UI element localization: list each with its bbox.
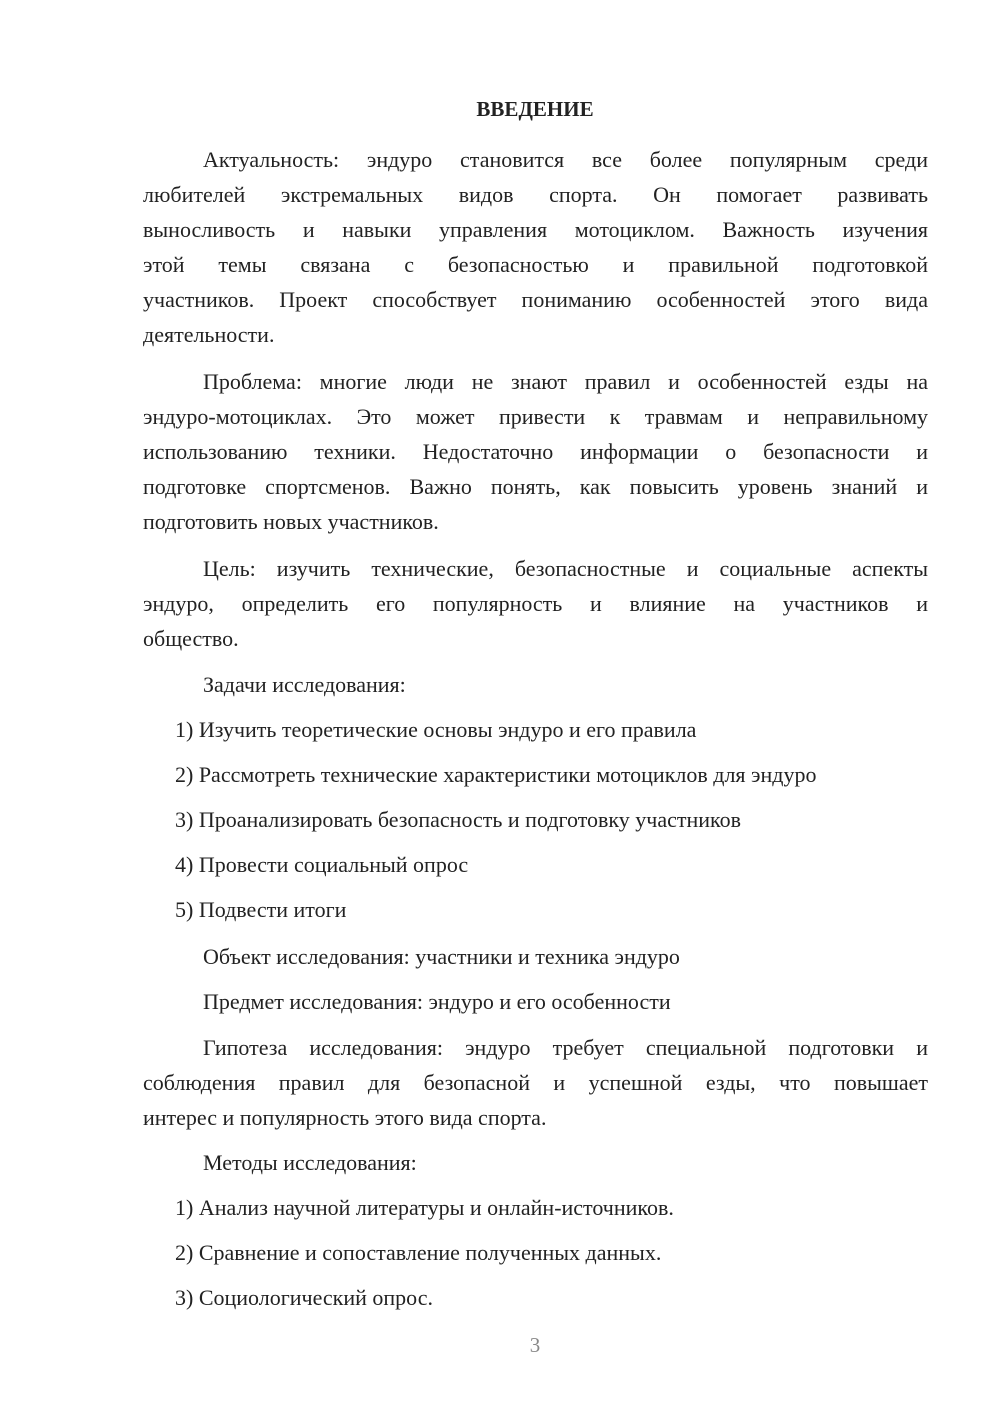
text-line: выносливость и навыки управления мотоциклом. Важность изучения [143, 217, 928, 242]
task-item: 2) Рассмотреть технические характеристики мотоциклов для эндуро [175, 762, 817, 787]
text-line: эндуро-мотоциклах. Это может привести к травмам и неправильному [143, 404, 928, 429]
method-item: 1) Анализ научной литературы и онлайн-источников. [175, 1195, 674, 1220]
goal-paragraph [143, 551, 928, 656]
problem-paragraph [143, 364, 928, 539]
page-title: ВВЕДЕНИЕ [476, 97, 594, 121]
text-line: деятельности. [143, 322, 275, 347]
text-line: этой темы связана с безопасностью и правильной подготовкой [143, 252, 928, 277]
method-item: 3) Социологический опрос. [175, 1285, 433, 1310]
text-line: Гипотеза исследования: эндуро требует специальной подготовки и [203, 1035, 928, 1060]
text-line: подготовить новых участников. [143, 509, 439, 534]
text-line: подготовке спортсменов. Важно понять, как повысить уровень знаний и [143, 474, 928, 499]
text-line: любителей экстремальных видов спорта. Он помогает развивать [143, 182, 928, 207]
task-item: 3) Проанализировать безопасность и подготовку участников [175, 807, 741, 832]
methods-heading: Методы исследования: [203, 1150, 417, 1175]
text-line: эндуро, определить его популярность и влияние на участников и [143, 591, 928, 616]
task-item: 1) Изучить теоретические основы эндуро и его правила [175, 717, 697, 742]
hypothesis-paragraph [143, 1030, 928, 1135]
method-item: 2) Сравнение и сопоставление полученных данных. [175, 1240, 662, 1265]
text-line: Актуальность: эндуро становится все более популярным среди [203, 147, 928, 172]
relevance-paragraph [143, 142, 928, 352]
research-object: Объект исследования: участники и техника эндуро [203, 944, 680, 969]
page-number: 3 [529, 1333, 541, 1357]
research-subject: Предмет исследования: эндуро и его особенности [203, 989, 671, 1014]
tasks-heading: Задачи исследования: [203, 672, 406, 697]
text-line: интерес и популярность этого вида спорта. [143, 1105, 547, 1130]
text-line: использованию техники. Недостаточно информации о безопасности и [143, 439, 928, 464]
task-item: 4) Провести социальный опрос [175, 852, 469, 877]
text-line: общество. [143, 626, 239, 651]
text-line: Проблема: многие люди не знают правил и особенностей езды на [203, 369, 928, 394]
text-line: соблюдения правил для безопасной и успешной езды, что повышает [143, 1070, 928, 1095]
task-item: 5) Подвести итоги [175, 897, 347, 922]
text-line: Цель: изучить технические, безопасностные и социальные аспекты [203, 556, 928, 581]
text-line: участников. Проект способствует пониманию особенностей этого вида [143, 287, 928, 312]
